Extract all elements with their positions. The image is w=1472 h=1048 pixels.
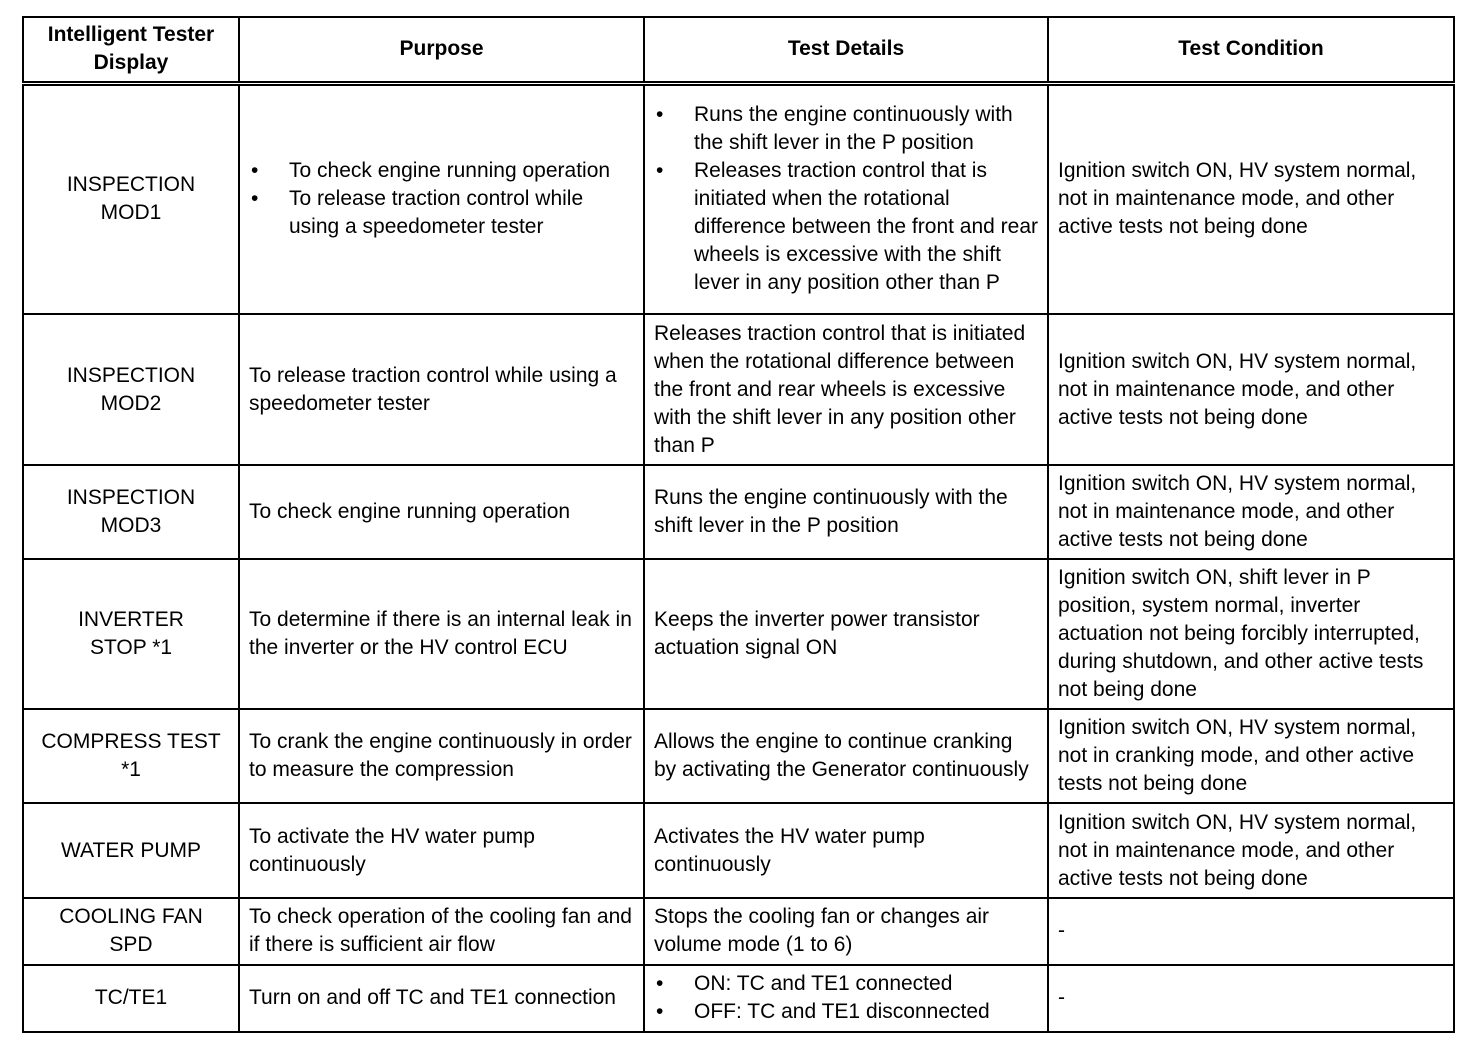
bullet-item: • To release traction control while using a speedometer tester: [249, 185, 634, 241]
condition-cell: Ignition switch ON, shift lever in P position, system normal, inverter actuation not being forcibly interrupted, during shutdown, and other active tests not being done: [1048, 559, 1454, 709]
table-row: [23, 559, 1454, 709]
condition-cell: Ignition switch ON, HV system normal, not in cranking mode, and other active tests not being done: [1048, 709, 1454, 803]
details-cell: Releases traction control that is initiated when the rotational difference between the front and rear wheels is excessive with the shift lever in any position other than P: [644, 314, 1048, 464]
purpose-cell: Turn on and off TC and TE1 connection: [239, 965, 644, 1032]
header-display: Intelligent Tester Display: [23, 17, 239, 83]
bullet-item: • To check engine running operation: [249, 157, 634, 185]
bullet-item: • Runs the engine continuously with the shift lever in the P position: [654, 101, 1038, 157]
display-cell: INSPECTION MOD1: [23, 83, 239, 314]
table-row: [23, 314, 1454, 464]
header-test-details: Test Details: [644, 17, 1048, 83]
details-cell: Allows the engine to continue cranking by activating the Generator continuously: [644, 709, 1048, 803]
purpose-cell: To activate the HV water pump continuously: [239, 803, 644, 897]
table-row: [23, 83, 1454, 314]
bullet-item: • OFF: TC and TE1 disconnected: [654, 998, 1038, 1026]
display-cell: WATER PUMP: [23, 803, 239, 897]
purpose-cell: To determine if there is an internal leak in the inverter or the HV control ECU: [239, 559, 644, 709]
purpose-cell: To crank the engine continuously in order to measure the compression: [239, 709, 644, 803]
purpose-cell: [239, 83, 644, 314]
display-cell: INVERTER STOP *1: [23, 559, 239, 709]
purpose-cell: To check operation of the cooling fan and if there is sufficient air flow: [239, 898, 644, 965]
display-cell: INSPECTION MOD3: [23, 465, 239, 559]
details-cell: Keeps the inverter power transistor actuation signal ON: [644, 559, 1048, 709]
table-row: [23, 898, 1454, 965]
table-row: [23, 709, 1454, 803]
details-cell: [644, 83, 1048, 314]
condition-cell: -: [1048, 898, 1454, 965]
table-row: [23, 803, 1454, 897]
condition-cell: Ignition switch ON, HV system normal, not in maintenance mode, and other active tests not being done: [1048, 803, 1454, 897]
bullet-item: • ON: TC and TE1 connected: [654, 970, 1038, 998]
purpose-cell: To check engine running operation: [239, 465, 644, 559]
header-test-condition: Test Condition: [1048, 17, 1454, 83]
display-cell: COOLING FAN SPD: [23, 898, 239, 965]
details-cell: Runs the engine continuously with the shift lever in the P position: [644, 465, 1048, 559]
display-cell: COMPRESS TEST *1: [23, 709, 239, 803]
display-cell: TC/TE1: [23, 965, 239, 1032]
condition-cell: Ignition switch ON, HV system normal, not in maintenance mode, and other active tests not being done: [1048, 83, 1454, 314]
purpose-bullet-list: [249, 157, 634, 241]
table-row: [23, 465, 1454, 559]
details-cell: [644, 965, 1048, 1032]
header-purpose: Purpose: [239, 17, 644, 83]
active-test-table: [22, 16, 1455, 1033]
details-cell: Activates the HV water pump continuously: [644, 803, 1048, 897]
condition-cell: -: [1048, 965, 1454, 1032]
details-bullet-list: [654, 101, 1038, 297]
condition-cell: Ignition switch ON, HV system normal, not in maintenance mode, and other active tests not being done: [1048, 314, 1454, 464]
header-row: [23, 17, 1454, 83]
details-bullet-list: [654, 970, 1038, 1026]
details-cell: Stops the cooling fan or changes air volume mode (1 to 6): [644, 898, 1048, 965]
table-row: [23, 965, 1454, 1032]
purpose-cell: To release traction control while using a speedometer tester: [239, 314, 644, 464]
condition-cell: Ignition switch ON, HV system normal, not in maintenance mode, and other active tests not being done: [1048, 465, 1454, 559]
display-cell: INSPECTION MOD2: [23, 314, 239, 464]
bullet-item: • Releases traction control that is initiated when the rotational difference between the front and rear wheels is excessive with the shift lever in any position other than P: [654, 157, 1038, 297]
